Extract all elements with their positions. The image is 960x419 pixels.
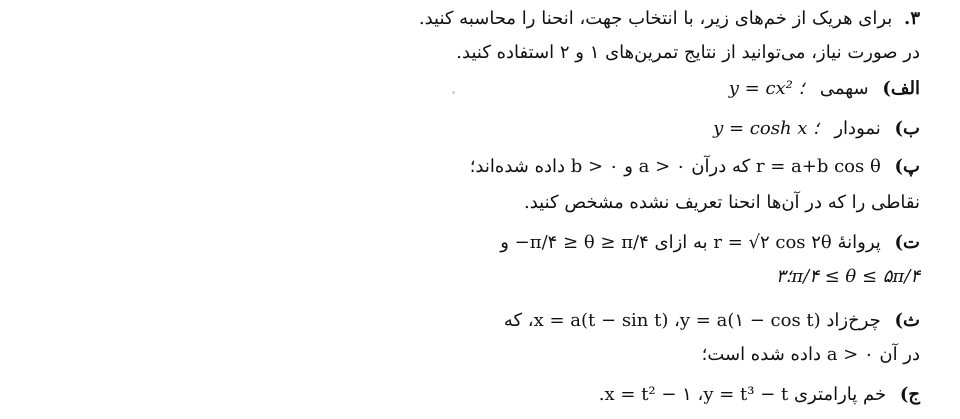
item-se-line-2 [702,342,920,368]
item-be-label: ب) [894,118,920,139]
item-be [713,116,920,142]
item-alef-label: الف) [882,78,920,99]
exercise-intro-line-1 [419,6,920,32]
item-pe-text-2: نقاطی را که در آن‌ها انحنا تعریف نشده مشخص کنید. [524,192,920,213]
item-be-text: نمودار [834,118,881,139]
item-te-line-2 [776,264,920,290]
item-te-label: ت) [894,232,920,253]
item-te-text: پروانهٔ r = √۲ cos ۲θ به ازای π/۴ ≥ θ ≥ π/۴− و [500,232,881,253]
item-alef-formula: y = cx² ؛ [728,78,805,99]
item-pe-line-2 [524,190,920,216]
item-te [500,230,920,256]
item-pe [470,154,920,180]
item-se [504,308,920,334]
item-se-label: ث) [894,310,920,331]
item-pe-label: پ) [894,156,920,177]
exercise-intro-line-2 [456,40,920,66]
item-se-text-2: در آن ۰ < a داده شده است؛ [701,344,920,365]
item-jim-text: خم پارامتری x = t² − ۱ ،y = t³ − t. [598,384,887,405]
item-te-text-2: ؛۳π/۴ ≤ θ ≤ ۵π/۴ [775,266,920,287]
item-be-formula: y = cosh x ؛ [713,118,819,139]
item-alef-text: سهمی [819,78,869,99]
item-jim [599,382,920,408]
item-jim-label: ج) [899,384,920,405]
exercise-intro-1: برای هریک از خم‌های زیر، با انتخاب جهت، انحنا را محاسبه کنید. [418,8,893,29]
item-se-text: چرخ‌زاد x = a(t − sin t) ،y = a(۱ − cos t)، که [503,310,881,331]
item-alef [729,76,920,102]
exercise-intro-2: در صورت نیاز، می‌توانید از نتایج تمرین‌های ۱ و ۲ استفاده کنید. [456,42,920,63]
exercise-number: ۳. [904,8,920,29]
scan-speck [452,91,455,94]
item-pe-text: r = a+b cos θ که درآن ۰ < a و ۰ < b داده شده‌اند؛ [469,156,881,177]
